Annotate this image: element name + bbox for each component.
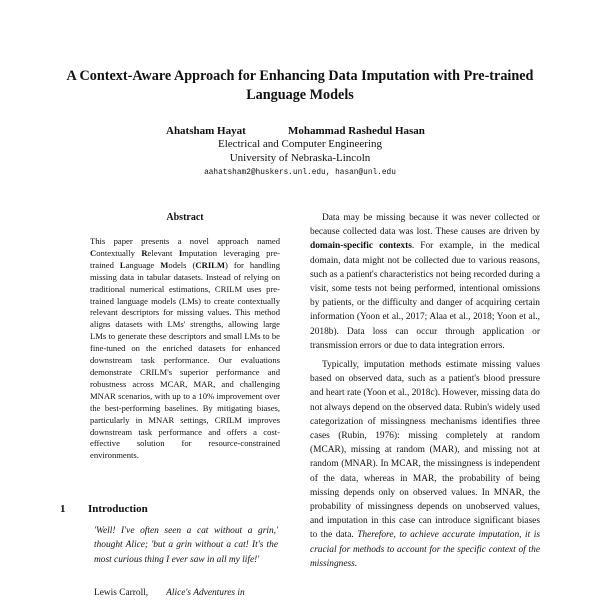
author-name: Ahatsham Hayat bbox=[166, 125, 246, 137]
section-title: Introduction bbox=[88, 503, 148, 515]
section-heading-introduction bbox=[60, 503, 148, 515]
paragraph: Data may be missing because it was never collected or because collected data was lost. These causes are driven by domain-specific contexts. For example, in the medical domain, data might not be collected due to various reasons, such as a patient's characteristics not being recorded during a visit, some tests not being performed, intentional omissions by patients, or the difficulty and danger of acquiring certain information (Yoon et al., 2017; Alaa et al., 2018; Yoon et al., 2018b). Data loss can occur through application or transmission errors or due to data integration errors. bbox=[310, 213, 540, 351]
paragraph: Typically, imputation methods estimate missing values based on observed data, such as a patient's blood pressure and heart rate (Yoon et al., 2018c). However, missing data do not always depend on the observed data. Rubin's widely used categorization of missingness mechanisms identifies three cases (Rubin, 1976): missing completely at random (MCAR), missing at random (MAR), and missing not at random (MNAR). In MCAR, the missingness is independent of the data, whereas in MAR, the probability of being missing depends only on observed values. In MNAR, the probability of missingness depends on unobserved values, and imputation in this case can introduce significant biases to the data. Therefore, to achieve accurate imputation, it is crucial for methods to account for the specific context of the missingness. bbox=[310, 360, 540, 569]
affiliation-university: University of Nebraska-Lincoln bbox=[229, 152, 371, 164]
right-column-text bbox=[310, 211, 540, 571]
affiliation-department: Electrical and Computer Engineering bbox=[217, 138, 383, 150]
paper-title: A Context-Aware Approach for Enhancing Data Imputation with Pre-trained Language Models bbox=[66, 68, 534, 103]
abstract-heading: Abstract bbox=[166, 212, 204, 223]
author-name: Mohammad Rashedul Hasan bbox=[288, 125, 425, 137]
abstract-text: This paper presents a novel approach named Contextually Relevant Imputation leveraging pre-trained Language Models (CRILM) for handling missing data in tabular datasets. Instead of relying on traditional numerical estimations, CRILM uses pre-trained language models (LMs) to create contextually relevant descriptors for missing values. This method aligns datasets with LMs' strengths, allowing large LMs to generate these descriptors and small LMs to be fine-tuned on the enriched datasets for enhanced downstream task performance. Our evaluations demonstrate CRILM's superior performance and robustness across MCAR, MAR, and challenging MNAR scenarios, with up to a 10% improvement over the best-performing baselines. By mitigating biases, particularly in MNAR settings, CRILM improves downstream task performance and offers a cost-effective solution for resource-constrained environments. bbox=[90, 236, 281, 461]
section-number: 1 bbox=[60, 503, 66, 515]
epigraph-attribution: Lewis Carroll, Alice's Adventures in bbox=[94, 588, 245, 598]
author-emails: aahatsham2@huskers.unl.edu, hasan@unl.edu bbox=[204, 169, 396, 177]
epigraph-quote: 'Well! I've often seen a cat without a grin,' thought Alice; 'but a grin without a cat! It's the most curious thing I ever saw in all my life!' bbox=[94, 526, 278, 565]
